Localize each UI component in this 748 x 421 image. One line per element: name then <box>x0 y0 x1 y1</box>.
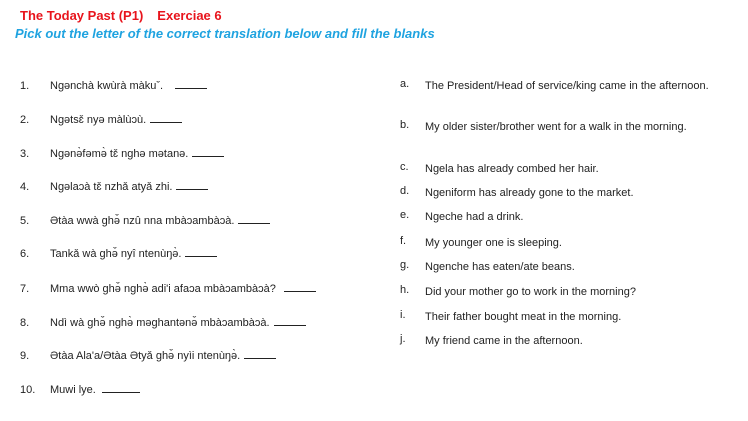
option-letter: b. <box>400 119 410 131</box>
option-letter: j. <box>400 333 406 345</box>
question-text: Ngəlaɔà tɛ̌ nzhǎ atyǎ zhi. <box>50 181 173 193</box>
option-letter: h. <box>400 284 410 296</box>
option-letter: d. <box>400 185 410 197</box>
option-text: Ngenche has eaten/ate beans. <box>425 261 575 273</box>
answer-option <box>400 235 725 251</box>
option-text: My older sister/brother went for a walk in the morning. <box>425 121 687 133</box>
option-text: My friend came in the afternoon. <box>425 335 583 347</box>
option-letter: c. <box>400 161 409 173</box>
answer-blank[interactable] <box>238 223 270 224</box>
question-number: 4. <box>20 181 30 193</box>
answer-option <box>400 333 725 349</box>
question-row <box>20 248 217 260</box>
answer-option <box>400 209 725 225</box>
answer-blank[interactable] <box>284 291 316 292</box>
question-row <box>20 350 276 362</box>
answer-option <box>400 119 725 135</box>
lesson-title: The Today Past (P1) <box>20 8 144 23</box>
question-text: Mma wwò ghə̌ nghə̀ adi'i afaɔa mbàɔambàɔà? <box>50 283 276 295</box>
question-number: 9. <box>20 350 30 362</box>
answer-blank[interactable] <box>274 325 306 326</box>
question-number: 3. <box>20 148 30 160</box>
answer-blank[interactable] <box>192 156 224 157</box>
question-text: Ətàa wwà ghə̌ nzû nna mbàɔambàɔà. <box>50 215 235 227</box>
question-number: 7. <box>20 283 30 295</box>
question-number: 10. <box>20 384 36 396</box>
exercise-label: Exerciae 6 <box>157 8 222 23</box>
answer-blank[interactable] <box>185 256 217 257</box>
question-text: Tankǎ wà ghə̌ nyî ntenùŋə̀. <box>50 248 182 260</box>
question-number: 5. <box>20 215 30 227</box>
option-letter: e. <box>400 209 410 221</box>
question-row <box>20 181 208 193</box>
question-number: 8. <box>20 317 30 329</box>
instruction-text: Pick out the letter of the correct translation below and fill the blanks <box>15 26 435 41</box>
answer-blank[interactable] <box>175 88 207 89</box>
answer-option <box>400 284 725 300</box>
answer-option <box>400 78 725 94</box>
option-text: My younger one is sleeping. <box>425 237 562 249</box>
answer-blank[interactable] <box>150 122 182 123</box>
answer-blank[interactable] <box>244 358 276 359</box>
answer-blank[interactable] <box>176 189 208 190</box>
question-number: 6. <box>20 248 30 260</box>
question-text: Ngətsɛ̌ nyə màlùɔù. <box>50 114 147 126</box>
question-row <box>20 283 316 295</box>
question-row <box>20 148 224 160</box>
answer-blank[interactable] <box>102 392 140 393</box>
worksheet-title <box>20 8 222 23</box>
question-row <box>20 215 270 227</box>
option-text: Did your mother go to work in the morning? <box>425 286 636 298</box>
question-text: Ngənə̀fəmə̀ tɛ̌ nghə mətanə. <box>50 148 189 160</box>
option-text: Ngela has already combed her hair. <box>425 163 599 175</box>
question-row <box>20 384 140 396</box>
answer-option <box>400 161 725 177</box>
answer-option <box>400 309 725 325</box>
answer-option <box>400 185 725 201</box>
option-letter: i. <box>400 309 406 321</box>
question-row <box>20 80 207 92</box>
question-row <box>20 317 306 329</box>
question-number: 1. <box>20 80 30 92</box>
option-text: Their father bought meat in the morning. <box>425 311 622 323</box>
option-text: Ngeche had a drink. <box>425 211 524 223</box>
question-text: Ndì wà ghə̌ nghə̀ məghantənə̌ mbàɔambàɔà. <box>50 317 270 329</box>
option-letter: g. <box>400 259 410 271</box>
question-text: Muwi lye. <box>50 384 96 396</box>
option-text: Ngeniform has already gone to the market. <box>425 187 634 199</box>
option-letter: a. <box>400 78 410 90</box>
question-text: Ətàa Ala'a/Ətàa Ətyǎ ghə̌ nyìi ntenùŋə̀. <box>50 350 241 362</box>
option-text: The President/Head of service/king came in the afternoon. <box>425 80 709 92</box>
answer-option <box>400 259 725 275</box>
question-row <box>20 114 182 126</box>
question-text: Ngənchà kwùrà màkuˇ. <box>50 80 164 92</box>
option-letter: f. <box>400 235 407 247</box>
question-number: 2. <box>20 114 30 126</box>
